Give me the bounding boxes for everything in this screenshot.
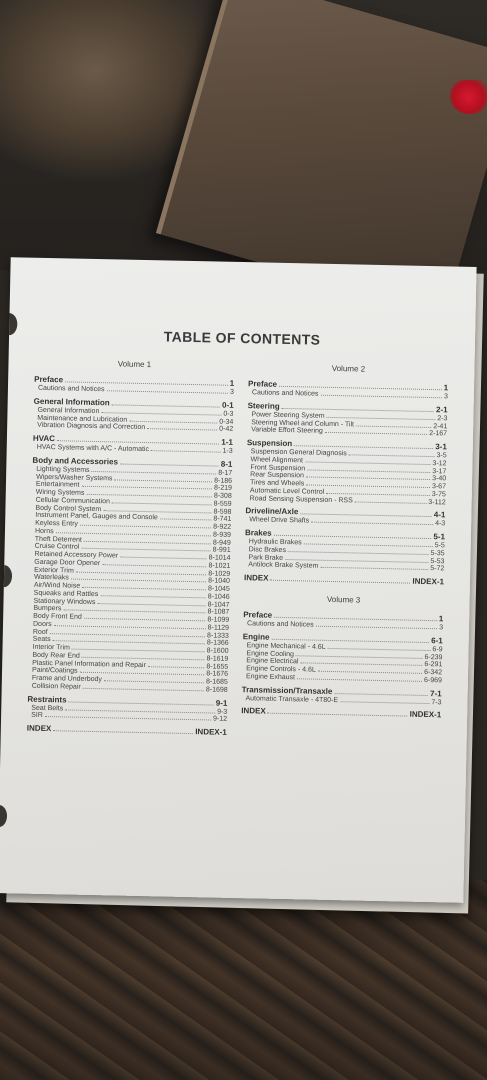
- toc-entry-label: Variable Effort Steering: [251, 426, 323, 436]
- toc-entry-label: Maintenance and Lubrication: [37, 414, 128, 424]
- section-heading-page-number: 1: [443, 383, 449, 393]
- toc-entry-label: Cellular Communication: [35, 496, 111, 506]
- toc-entry-label: Bumpers: [33, 604, 62, 613]
- toc-entry-label: Disc Brakes: [248, 545, 287, 554]
- toc-section: [27, 724, 227, 738]
- leader-dots: [328, 644, 431, 651]
- toc-entry-label: Cautions and Notices: [37, 384, 105, 394]
- toc-entry-label: Road Sensing Suspension - RSS: [249, 494, 353, 504]
- toc-entry-page-number: 8-1600: [206, 647, 229, 655]
- toc-entry-label: Hydraulic Brakes: [248, 538, 302, 547]
- toc-entry-page-number: 5-53: [430, 557, 445, 565]
- section-heading-label: Preface: [248, 379, 278, 389]
- toc-section: [241, 685, 441, 707]
- section-heading-label: Preface: [243, 610, 273, 620]
- toc-entry-label: Front Suspension: [250, 463, 306, 472]
- toc-entry-page-number: 6-239: [424, 653, 443, 661]
- toc-entry-page-number: 8-1014: [208, 554, 231, 562]
- toc-entry-page-number: 8-1029: [208, 569, 231, 578]
- toc-entry-page-number: 8-1366: [206, 639, 229, 648]
- toc-entry-page-number: 8-219: [213, 484, 232, 493]
- toc-entry-page-number: 3: [229, 388, 235, 396]
- toc-entry-page-number: 8-991: [212, 546, 231, 555]
- leader-dots: [148, 662, 205, 668]
- toc-entry-page-number: 7-3: [431, 698, 442, 706]
- toc-entry-page-number: 8-308: [213, 492, 232, 500]
- toc-page: [0, 257, 477, 903]
- toc-section: [244, 528, 445, 573]
- section-heading-label: INDEX: [241, 706, 266, 716]
- toc-entry-label: Engine Cooling: [246, 649, 295, 658]
- toc-entry-page-number: 3-67: [431, 483, 447, 491]
- toc-section: [241, 706, 441, 720]
- volume-2-3-column: [241, 360, 449, 724]
- toc-section: [34, 375, 234, 397]
- toc-entry-label: Plastic Panel Information and Repair: [32, 659, 146, 669]
- leader-dots: [120, 459, 219, 466]
- toc-entry-label: Interior Trim: [32, 643, 70, 652]
- section-heading-label: Body and Accessories: [32, 455, 119, 467]
- toc-section: [245, 506, 445, 528]
- leader-dots: [120, 553, 207, 560]
- toc-section: [243, 610, 443, 632]
- leader-dots: [326, 489, 430, 496]
- toc-entry-label: Wipers/Washer Systems: [36, 473, 113, 482]
- toc-entry-page-number: 5-72: [430, 565, 445, 573]
- section-heading-page-number: 8-1: [220, 459, 233, 469]
- toc-entry-label: Theft Deterrent: [34, 535, 82, 544]
- toc-entry-label: Horns: [34, 527, 54, 535]
- toc-entry-label: Vibration Diagnosis and Correction: [37, 422, 146, 432]
- toc-entry-page-number: 0-34: [219, 418, 234, 426]
- section-heading-label: HVAC: [32, 433, 56, 444]
- toc-entry-page-number: 2-3: [437, 414, 448, 423]
- toc-entry-page-number: 3: [439, 624, 444, 632]
- section-heading-page-number: 7-1: [430, 688, 442, 698]
- leader-dots: [318, 667, 423, 674]
- toc-entry-label: Power Steering System: [251, 411, 325, 420]
- toc-entry-page-number: 2-41: [433, 422, 448, 430]
- toc-entry-page-number: 8-598: [213, 507, 232, 516]
- leader-dots: [112, 400, 221, 407]
- toc-entry-page-number: 8-922: [213, 523, 232, 531]
- leader-dots: [100, 591, 206, 598]
- toc-entry-page-number: 8-559: [213, 500, 232, 508]
- section-heading-page-number: INDEX-1: [409, 709, 442, 720]
- toc-entry-page-number: 8-1676: [206, 670, 229, 679]
- toc-entry-label: Squeaks and Rattles: [33, 589, 99, 598]
- volume-1-column: [27, 356, 235, 742]
- leader-dots: [294, 441, 433, 449]
- toc-entry-page-number: 3-17: [432, 467, 447, 475]
- toc-entry-page-number: 5-5: [434, 542, 445, 550]
- section-heading-label: Preface: [34, 374, 64, 385]
- toc-entry-label: Cautions and Notices: [251, 389, 319, 398]
- leader-dots: [340, 697, 429, 704]
- toc-entry-label: Seat Belts: [31, 704, 64, 712]
- toc-entry-label: Park Brake: [248, 553, 284, 562]
- section-heading-page-number: 0-1: [222, 400, 234, 410]
- toc-section: [33, 434, 233, 456]
- toc-entry-page-number: 3-112: [428, 498, 446, 506]
- toc-entry-label: Body Control System: [35, 504, 102, 513]
- section-heading-label: Restraints: [27, 694, 67, 704]
- volume-3-sections: [241, 610, 443, 720]
- section-heading-label: Engine: [242, 631, 270, 642]
- toc-entry-label: Antilock Brake System: [248, 561, 319, 570]
- leader-dots: [147, 424, 217, 430]
- toc-entry-label: HVAC Systems with A/C - Automatic: [36, 443, 150, 454]
- toc-entry-label: Entertainment: [35, 481, 80, 489]
- leader-dots: [114, 475, 212, 482]
- toc-entry-page-number: 5-35: [430, 549, 445, 558]
- toc-entry-label: Engine Electrical: [246, 657, 299, 666]
- toc-entry-page-number: 8-1698: [205, 686, 228, 694]
- section-heading-page-number: INDEX-1: [195, 727, 227, 737]
- toc-entry-page-number: 3-40: [432, 475, 447, 483]
- leader-dots: [282, 404, 434, 412]
- section-heading: [244, 573, 444, 587]
- toc-entry-page-number: 8-1619: [206, 655, 229, 663]
- toc-section: [247, 401, 448, 438]
- toc-entry-label: Steering Wheel and Column - Tilt: [251, 418, 355, 428]
- leader-dots: [160, 515, 212, 521]
- leader-dots: [112, 498, 212, 505]
- toc-entry-label: Lighting Systems: [36, 465, 90, 474]
- toc-entry-label: Retained Accessory Power: [34, 550, 119, 560]
- leader-dots: [57, 436, 219, 444]
- leader-dots: [356, 421, 431, 428]
- toc-entry-label: Engine Exhaust: [245, 672, 296, 681]
- toc-entry-label: Engine Mechanical - 4.6L: [246, 641, 326, 651]
- leader-dots: [274, 613, 437, 621]
- toc-section: [246, 438, 447, 506]
- toc-entry-page-number: 8-949: [212, 538, 231, 547]
- section-heading-page-number: 1: [229, 378, 235, 388]
- toc-entry-label: Seats: [32, 635, 51, 644]
- section-heading-page-number: 1-1: [221, 437, 233, 447]
- section-heading-page-number: INDEX-1: [412, 576, 445, 587]
- section-heading-label: Steering: [247, 400, 280, 411]
- toc-entry-label: Automatic Level Control: [249, 487, 325, 496]
- toc-entry-page-number: 6-291: [424, 661, 443, 669]
- toc-entry-label: Wiring Systems: [35, 488, 85, 497]
- leader-dots: [129, 416, 217, 423]
- toc-entry-page-number: 9-3: [217, 708, 228, 716]
- toc-section: [28, 455, 233, 694]
- toc-entry-page-number: 6-342: [424, 668, 443, 677]
- section-heading-page-number: 6-1: [431, 635, 443, 646]
- leader-dots: [349, 450, 435, 457]
- section-heading: [241, 706, 441, 720]
- toc-entry-label: Garage Door Opener: [34, 558, 101, 567]
- leader-dots: [65, 377, 228, 385]
- toc-entry-label: SIR: [31, 711, 43, 720]
- leader-dots: [69, 697, 214, 705]
- section-heading: [27, 724, 227, 738]
- toc-entry-label: Keyless Entry: [35, 519, 79, 528]
- toc-entry-label: Cautions and Notices: [247, 620, 314, 629]
- section-heading-label: General Information: [33, 396, 110, 408]
- toc-section: [248, 379, 448, 401]
- volume-heading: Volume 3: [326, 594, 361, 605]
- toc-entry-label: Suspension General Diagnosis: [250, 448, 347, 458]
- section-heading-label: INDEX: [243, 573, 269, 583]
- volume-1-sections: [27, 375, 234, 738]
- toc-entry-label: Wheel Alignment: [250, 456, 304, 465]
- toc-entry-page-number: 4-3: [435, 520, 446, 528]
- toc-entry-page-number: 8-1129: [207, 624, 230, 632]
- toc-entry-page-number: 3-5: [436, 452, 447, 460]
- toc-entry-label: Tires and Wheels: [249, 479, 305, 488]
- toc-entry-page-number: 3-12: [432, 459, 447, 468]
- volume-heading: Volume 1: [117, 359, 152, 370]
- toc-entry-page-number: 6-9: [432, 645, 443, 654]
- toc-entry-page-number: 8-741: [213, 515, 232, 524]
- section-heading-page-number: 1: [438, 614, 444, 624]
- leader-dots: [279, 382, 442, 390]
- toc-entry-page-number: 8-17: [218, 469, 233, 477]
- leader-dots: [355, 497, 427, 503]
- toc-entry-page-number: 8-1040: [208, 577, 231, 586]
- toc-entry-page-number: 8-1046: [207, 593, 230, 601]
- section-heading-label: Transmission/Transaxle: [241, 684, 333, 696]
- toc-entry-label: Instrument Panel, Gauges and Console: [35, 512, 158, 522]
- leader-dots: [334, 689, 428, 696]
- toc-entry-label: Body Rear End: [32, 651, 80, 660]
- toc-entry-label: Collision Repair: [31, 682, 81, 691]
- toc-entry-page-number: 8-1045: [207, 585, 230, 593]
- toc-entry-page-number: 6-969: [423, 676, 443, 685]
- leader-dots: [103, 506, 211, 513]
- binder-hole: [0, 565, 12, 587]
- toc-entry-page-number: 8-1333: [206, 631, 229, 640]
- leader-dots: [270, 576, 410, 584]
- section-heading-page-number: 4-1: [433, 510, 446, 520]
- toc-entry-label: Waterleaks: [33, 573, 69, 582]
- toc-entry-label: Air/Wind Noise: [33, 581, 81, 590]
- leader-dots: [274, 531, 432, 539]
- toc-entry-label: Exterior Trim: [34, 566, 74, 575]
- toc-entry-page-number: 8-1655: [206, 662, 229, 671]
- toc-entry-page-number: 3-75: [431, 490, 446, 499]
- section-heading-label: Brakes: [244, 528, 272, 538]
- toc-entry-page-number: 8-1685: [205, 678, 228, 686]
- leader-dots: [268, 709, 408, 717]
- leader-dots: [97, 599, 205, 606]
- toc-entry-label: Cruise Control: [34, 543, 80, 551]
- toc-entry-label: Frame and Underbody: [31, 674, 103, 684]
- toc-section: [33, 396, 234, 433]
- toc-section: [242, 632, 443, 685]
- toc-entry-page-number: 1-3: [222, 447, 233, 455]
- toc-entry-page-number: 8-186: [214, 477, 233, 485]
- section-heading-page-number: 5-1: [433, 532, 446, 542]
- leader-dots: [102, 560, 207, 567]
- section-heading-label: Driveline/Axle: [245, 506, 299, 517]
- toc-entry-label: Wheel Drive Shafts: [249, 516, 310, 525]
- toc-entry-label: Roof: [32, 628, 48, 636]
- volume-heading: Volume 2: [331, 363, 366, 374]
- toc-entry-page-number: 8-939: [212, 531, 232, 539]
- toc-entry-page-number: 8-1087: [207, 608, 230, 617]
- red-ribbon: [450, 80, 487, 114]
- page-title: TABLE OF CONTENTS: [163, 328, 321, 348]
- toc-section: [244, 573, 444, 587]
- toc-entry-label: Automatic Transaxle - 4T80-E: [245, 694, 339, 704]
- leader-dots: [320, 563, 428, 570]
- binder-hole: [0, 805, 7, 827]
- toc-entry-page-number: 9-12: [212, 715, 228, 724]
- toc-entry-label: General Information: [37, 406, 100, 415]
- toc-section: [27, 694, 227, 724]
- leader-dots: [53, 726, 193, 734]
- section-heading-page-number: 3-1: [435, 442, 447, 452]
- toc-entry-label: Stationary Windows: [33, 597, 96, 606]
- leader-dots: [325, 428, 427, 435]
- leader-dots: [327, 413, 436, 420]
- section-heading-page-number: 9-1: [215, 698, 228, 708]
- section-heading-page-number: 2-1: [435, 404, 448, 415]
- toc-entry-label: Doors: [32, 620, 52, 628]
- toc-entry-page-number: 8-1099: [207, 616, 230, 624]
- toc-entry-page-number: 8-1047: [207, 600, 230, 609]
- section-heading-label: Suspension: [246, 438, 293, 449]
- toc-entry-page-number: 2-167: [429, 430, 448, 438]
- toc-entry-page-number: 0-42: [219, 425, 234, 434]
- leader-dots: [151, 446, 221, 452]
- toc-entry-label: Engine Controls - 4.6L: [246, 665, 316, 674]
- leader-dots: [271, 634, 429, 642]
- toc-entry-page-number: 3: [443, 393, 448, 401]
- section-heading-label: INDEX: [26, 723, 52, 734]
- leader-dots: [300, 510, 432, 518]
- volume-2-sections: [244, 379, 448, 587]
- toc-entry-label: Rear Suspension: [250, 471, 304, 480]
- toc-entry-page-number: 0-3: [223, 410, 234, 418]
- leader-dots: [104, 676, 204, 683]
- toc-entry-label: Paint/Coatings: [31, 666, 78, 675]
- toc-entry-page-number: 8-1021: [208, 562, 231, 570]
- toc-entry-label: Body Front End: [33, 612, 82, 621]
